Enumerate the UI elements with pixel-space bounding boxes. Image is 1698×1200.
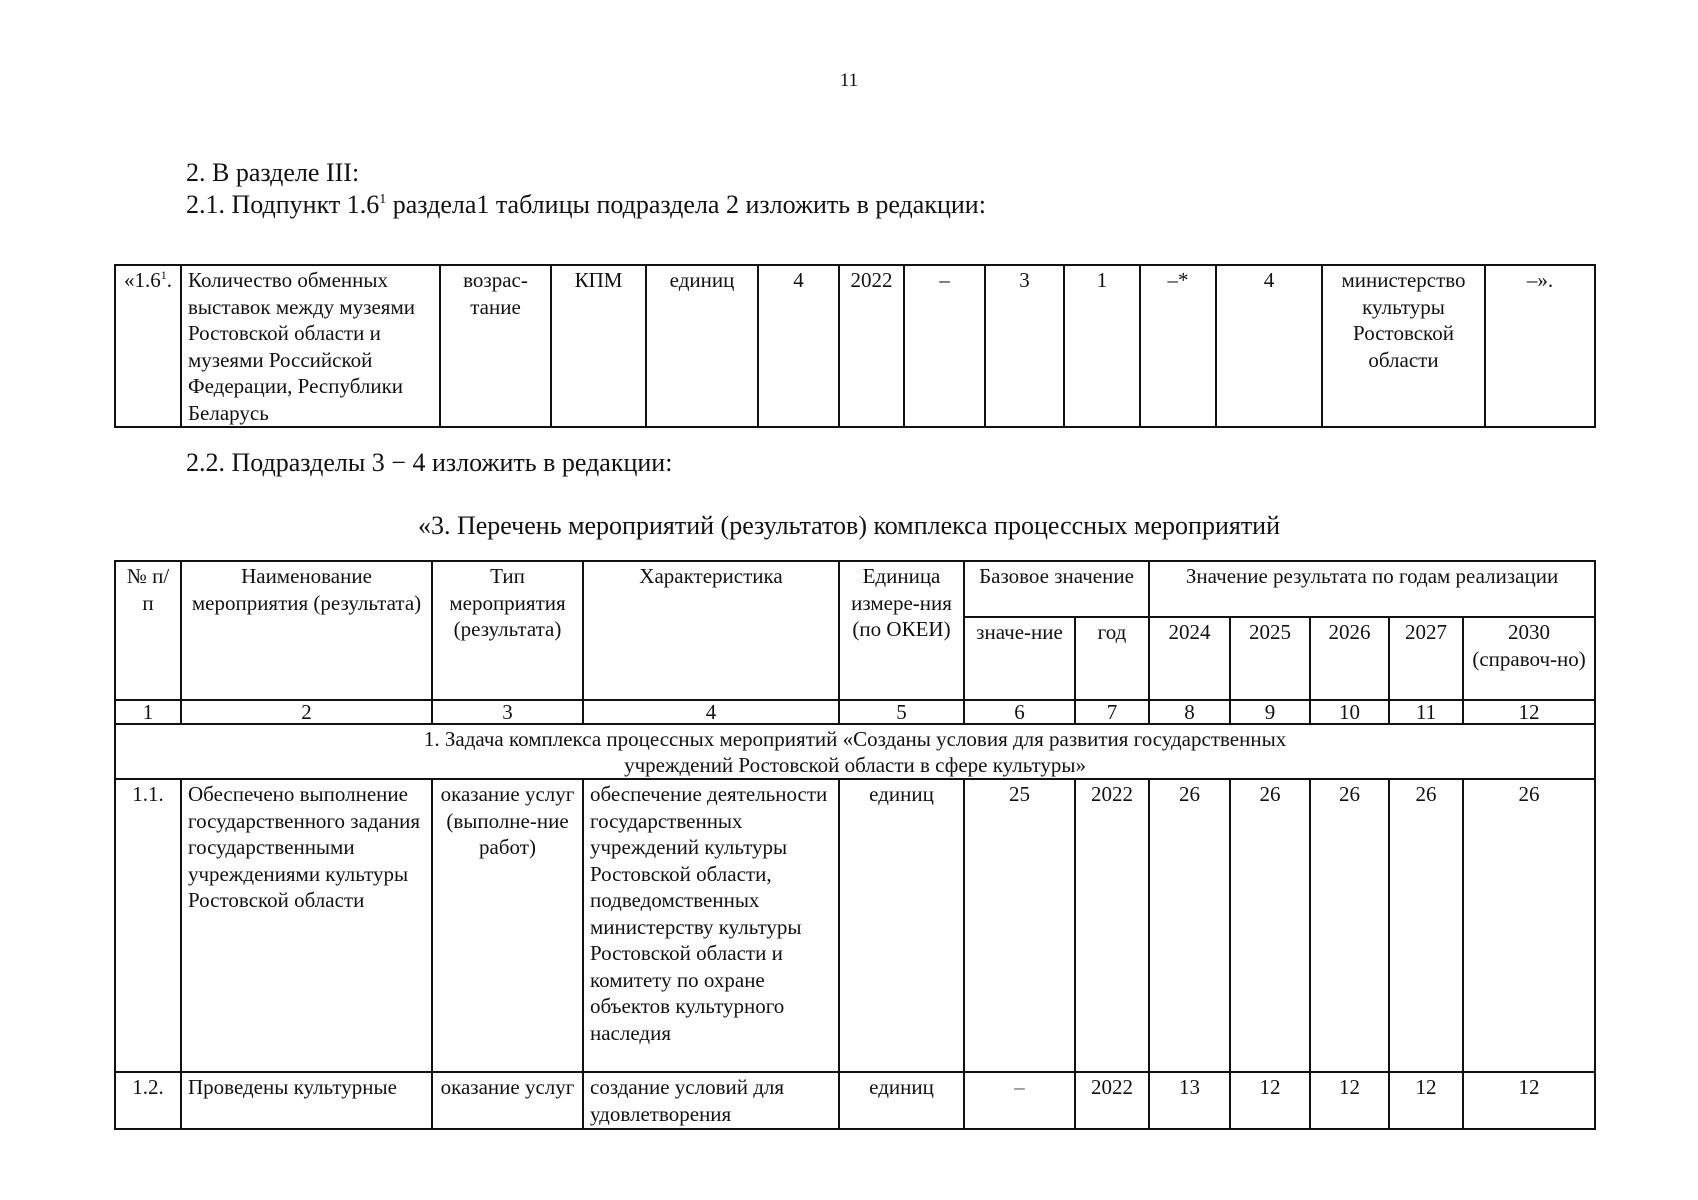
column-number: 1	[115, 700, 181, 724]
cell-base-value: 4	[758, 265, 839, 427]
cell-2025: 26	[1230, 779, 1310, 1072]
cell-base-year: 2022	[1075, 1072, 1149, 1129]
cell-2027: 12	[1389, 1072, 1463, 1129]
cell-characteristic: создание условий для удовлетворения	[583, 1072, 839, 1129]
cell-name: Обеспечено выполнение государственного задания государственными учреждениями культуры Ростовской области	[181, 779, 432, 1072]
cell-c7: –	[904, 265, 985, 427]
cell-c10: –*	[1140, 265, 1216, 427]
column-number: 2	[181, 700, 432, 724]
cell-responsible: министерство культуры Ростовской области	[1322, 265, 1485, 427]
column-number: 4	[583, 700, 839, 724]
cell-unit: единиц	[839, 1072, 964, 1129]
cell-2027: 26	[1389, 779, 1463, 1072]
cell-num-post: .	[166, 268, 172, 292]
header-base: Базовое значение	[964, 561, 1149, 617]
subsection-2-1-text-post: раздела1 таблицы подраздела 2 изложить в редакции:	[386, 190, 986, 219]
cell-num-pre: «1.6	[124, 268, 161, 292]
header-name: Наименование мероприятия (результата)	[181, 561, 432, 700]
column-number: 9	[1230, 700, 1310, 724]
column-number-row	[115, 700, 1595, 724]
section-intro-line: 2. В разделе III:	[186, 158, 360, 187]
cell-num: 1.2.	[115, 1072, 181, 1129]
subsection-2-1-text-pre: 2.1. Подпункт 1.6	[186, 190, 380, 219]
cell-base-year: 2022	[1075, 779, 1149, 1072]
cell-2030: 12	[1463, 1072, 1595, 1129]
subsection-2-2-line: 2.2. Подразделы 3 − 4 изложить в редакции:	[186, 448, 673, 477]
cell-direction: возрас-тание	[440, 265, 551, 427]
header-base-year: год	[1075, 617, 1149, 700]
task-heading: 1. Задача комплекса процессных мероприятий «Созданы условия для развития государственных учреждений Ростовской области в сфере культуры»	[115, 724, 1595, 779]
header-2026: 2026	[1310, 617, 1389, 700]
column-number: 10	[1310, 700, 1389, 724]
cell-type: КПМ	[551, 265, 646, 427]
cell-2025: 12	[1230, 1072, 1310, 1129]
cell-base-year: 2022	[839, 265, 904, 427]
cell-unit: единиц	[839, 779, 964, 1072]
cell-c13: –».	[1485, 265, 1595, 427]
header-result: Значение результата по годам реализации	[1149, 561, 1595, 617]
cell-2026: 26	[1310, 779, 1389, 1072]
superscript: 1	[379, 192, 387, 207]
cell-type: оказание услуг	[432, 1072, 583, 1129]
cell-base-value: 25	[964, 779, 1075, 1072]
column-number: 3	[432, 700, 583, 724]
column-number: 5	[839, 700, 964, 724]
task-row	[115, 724, 1595, 779]
table-2	[114, 560, 1596, 1130]
superscript: 1	[160, 268, 167, 282]
header-2024: 2024	[1149, 617, 1230, 700]
cell-num	[115, 265, 181, 427]
cell-2026: 12	[1310, 1072, 1389, 1129]
cell-unit: единиц	[646, 265, 758, 427]
section-heading: «3. Перечень мероприятий (результатов) комплекса процессных мероприятий	[417, 511, 1281, 540]
page-number: 11	[839, 70, 859, 91]
column-number: 7	[1075, 700, 1149, 724]
cell-base-value: –	[964, 1072, 1075, 1129]
cell-2024: 26	[1149, 779, 1230, 1072]
header-characteristic: Характеристика	[583, 561, 839, 700]
column-number: 11	[1389, 700, 1463, 724]
cell-c9: 1	[1064, 265, 1140, 427]
cell-2030: 26	[1463, 779, 1595, 1072]
table-row	[115, 265, 1595, 427]
header-2030: 2030 (справоч-но)	[1463, 617, 1595, 700]
cell-name: Количество обменных выставок между музеями Ростовской области и музеями Российской Федерации, Республики Беларусь	[181, 265, 440, 427]
cell-2024: 13	[1149, 1072, 1230, 1129]
table-row	[115, 1072, 1595, 1129]
header-2027: 2027	[1389, 617, 1463, 700]
cell-c8: 3	[985, 265, 1064, 427]
subsection-2-1-line	[186, 189, 986, 221]
column-number: 12	[1463, 700, 1595, 724]
header-num: № п/п	[115, 561, 181, 700]
header-row	[115, 561, 1595, 617]
cell-num: 1.1.	[115, 779, 181, 1072]
cell-name: Проведены культурные	[181, 1072, 432, 1129]
header-base-value: значе-ние	[964, 617, 1075, 700]
header-unit: Единица измере-ния (по ОКЕИ)	[839, 561, 964, 700]
cell-c11: 4	[1216, 265, 1322, 427]
table-row	[115, 779, 1595, 1072]
header-type: Тип мероприятия (результата)	[432, 561, 583, 700]
column-number: 8	[1149, 700, 1230, 724]
table-1	[114, 264, 1596, 428]
cell-characteristic: обеспечение деятельности государственных учреждений культуры Ростовской области, подведомственных министерству культуры Ростовской области и комитету по охране объектов культурного наследия	[583, 779, 839, 1072]
column-number: 6	[964, 700, 1075, 724]
cell-type: оказание услуг (выполне-ние работ)	[432, 779, 583, 1072]
header-2025: 2025	[1230, 617, 1310, 700]
